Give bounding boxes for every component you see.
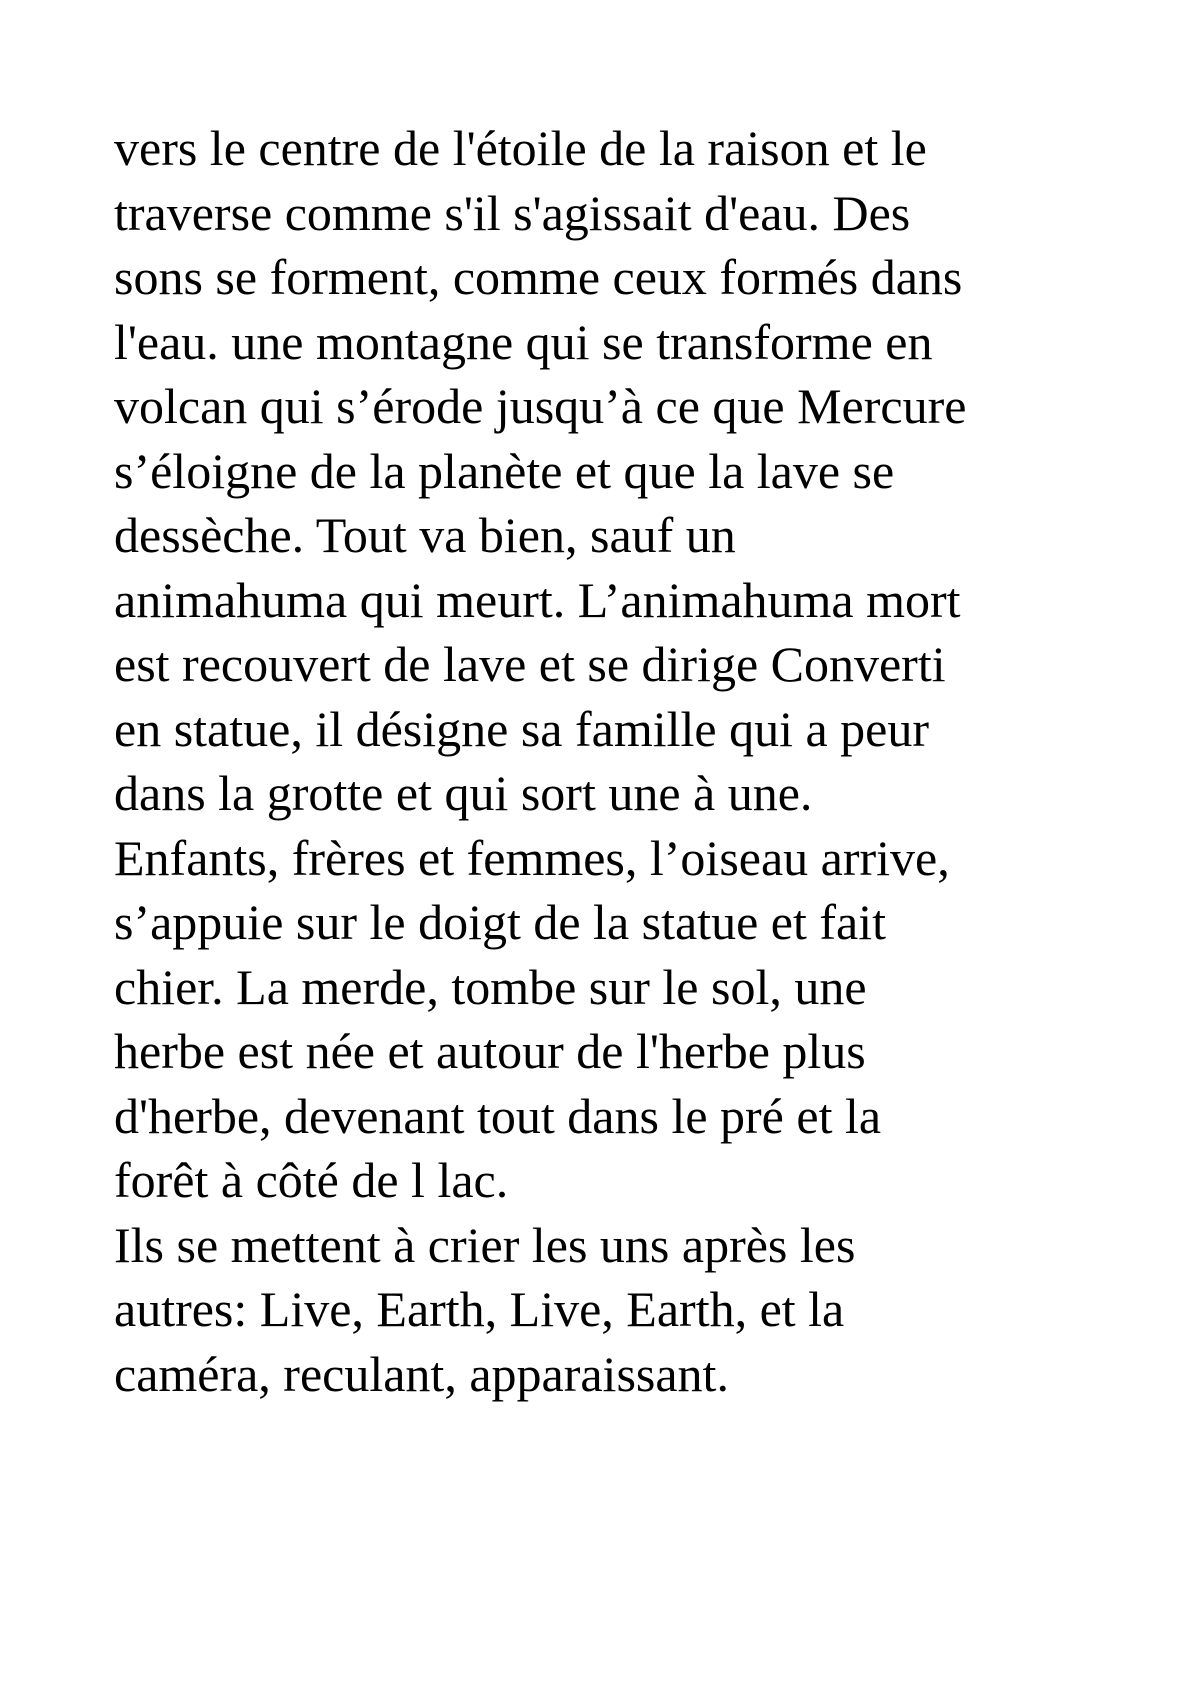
text-line: traverse comme s'il s'agissait d'eau. Des: [114, 184, 911, 241]
text-line: autres: Live, Earth, Live, Earth, et la: [114, 1281, 845, 1337]
text-line: en statue, il désigne sa famille qui a peur: [114, 700, 930, 757]
text-line: caméra, reculant, apparaissant.: [114, 1345, 729, 1402]
text-line: l'eau. une montagne qui se transforme en: [114, 313, 933, 370]
text-line: Enfants, frères et femmes, l’oiseau arrive,: [114, 829, 950, 886]
text-line: Ils se mettent à crier les uns après les: [114, 1216, 856, 1273]
text-line: vers le centre de l'étoile de la raison et le: [114, 120, 927, 176]
text-line: forêt à côté de l lac.: [114, 1152, 509, 1208]
text-line: sons se forment, comme ceux formés dans: [114, 249, 963, 305]
text-line: volcan qui s’érode jusqu’à ce que Mercure: [114, 378, 967, 434]
text-line: s’éloigne de la planète et que la lave se: [114, 442, 895, 499]
text-line: chier. La merde, tombe sur le sol, une: [114, 958, 867, 1015]
text-line: s’appuie sur le doigt de la statue et fait: [114, 894, 886, 950]
text-line: d'herbe, devenant tout dans le pré et la: [114, 1087, 882, 1144]
body-text: [114, 116, 1114, 1406]
text-line: dessèche. Tout va bien, sauf un: [114, 507, 736, 563]
text-line: animahuma qui meurt. L’animahuma mort: [114, 571, 961, 628]
text-line: dans la grotte et qui sort une à une.: [114, 765, 813, 821]
text-line: est recouvert de lave et se dirige Converti: [114, 636, 946, 692]
text-line: herbe est née et autour de l'herbe plus: [114, 1023, 866, 1079]
